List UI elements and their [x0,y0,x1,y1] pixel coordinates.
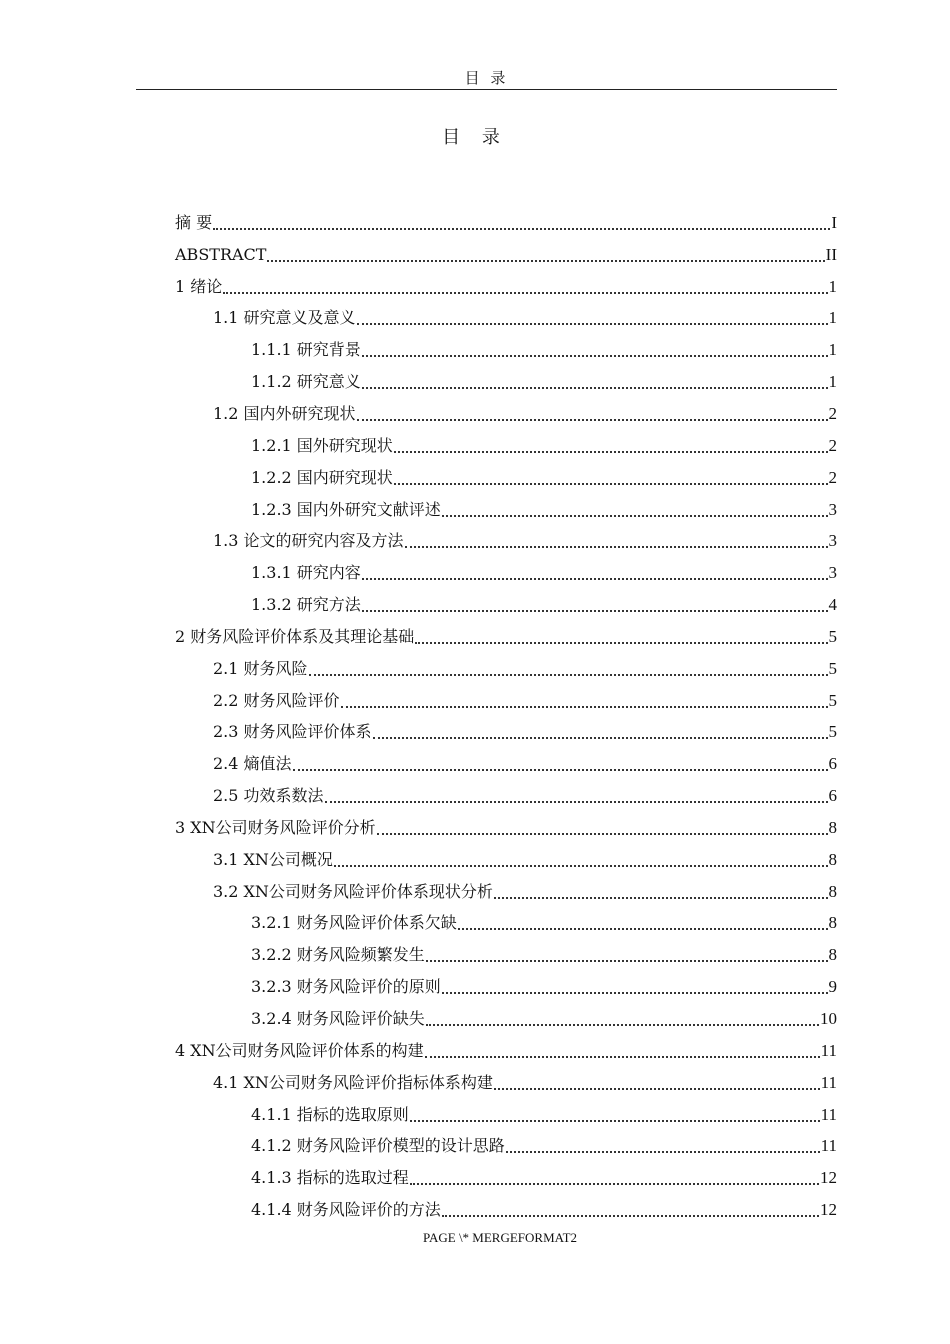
toc-dot-leader [267,244,824,262]
toc-page-number: 9 [828,977,837,997]
toc-page-number: 3 [828,499,837,519]
page-number-field: PAGE \* MERGEFORMAT2 [422,1230,578,1245]
toc-dot-leader [410,1167,819,1185]
toc-dot-leader [426,944,828,962]
toc-entry-text: 2.3 财务风险评价体系 [213,722,372,742]
toc-entry-text: 1 绪论 [175,276,223,296]
page-footer [0,1229,950,1247]
toc-entry[interactable] [175,525,837,557]
toc-entry[interactable] [175,462,837,494]
toc-dot-leader [494,1072,820,1090]
toc-page-number: 3 [828,531,837,551]
toc-entry[interactable] [175,1003,837,1035]
toc-entry-text: 4.1.1 指标的选取原则 [251,1104,409,1124]
toc-entry[interactable] [175,876,837,908]
toc-entry-text: 4.1.3 指标的选取过程 [251,1168,409,1188]
toc-entry[interactable] [175,812,837,844]
toc-dot-leader [373,721,828,739]
toc-entry[interactable] [175,557,837,589]
toc-page-number: 5 [828,722,837,742]
toc-page-number: 5 [828,626,837,646]
toc-entry[interactable] [175,939,837,971]
toc-page-number: 1 [828,372,837,392]
toc-entry[interactable] [175,908,837,940]
toc-dot-leader [357,307,828,325]
toc-page-number: 8 [828,817,837,837]
toc-entry[interactable] [175,1035,837,1067]
toc-page-number: 3 [828,563,837,583]
toc-entry-text: 3.2.1 财务风险评价体系欠缺 [251,913,457,933]
toc-page-number: 8 [828,913,837,933]
toc-page-number: 2 [828,467,837,487]
toc-entry-text: 2.5 功效系数法 [213,786,324,806]
toc-dot-leader [494,881,828,899]
toc-entry[interactable] [175,971,837,1003]
toc-dot-leader [309,658,828,676]
toc-entry[interactable] [175,717,837,749]
toc-dot-leader [325,785,828,803]
toc-page-number: 4 [828,595,837,615]
toc-entry-text: 1.1 研究意义及意义 [213,308,356,328]
toc-page-number: 12 [820,1168,837,1188]
toc-dot-leader [425,1040,820,1058]
toc-page-number: 6 [828,754,837,774]
toc-page-number: 5 [828,690,837,710]
toc-dot-leader [410,1104,820,1122]
toc-page-number: II [825,244,837,264]
toc-dot-leader [394,435,828,453]
toc-entry-text: 2 财务风险评价体系及其理论基础 [175,626,415,646]
toc-dot-leader [357,403,828,421]
toc-dot-leader [415,626,827,644]
toc-dot-leader [362,562,828,580]
toc-entry-text: 1.2.2 国内研究现状 [251,467,393,487]
toc-entry[interactable] [175,271,837,303]
toc-entry-text: 摘 要 [175,212,213,232]
toc-entry[interactable] [175,780,837,812]
toc-entry-text: 2.2 财务风险评价 [213,690,340,710]
toc-entry-text: 4.1.2 财务风险评价模型的设计思路 [251,1136,505,1156]
toc-dot-leader [442,1199,819,1217]
toc-page-number: 2 [828,435,837,455]
toc-entry[interactable] [175,366,837,398]
toc-entry-text: 1.3.1 研究内容 [251,563,361,583]
toc-dot-leader [334,849,828,867]
toc-entry[interactable] [175,685,837,717]
table-of-contents [175,207,837,1226]
toc-entry[interactable] [175,430,837,462]
toc-entry[interactable] [175,207,837,239]
toc-entry-text: 3 XN公司财务风险评价分析 [175,817,376,837]
toc-page-number: 11 [820,1136,837,1156]
toc-page-number: 8 [828,945,837,965]
toc-entry-text: 3.2.2 财务风险频繁发生 [251,945,425,965]
toc-page-number: 11 [820,1040,837,1060]
toc-page-number: 12 [820,1200,837,1220]
toc-page-number: I [831,212,837,232]
toc-dot-leader [377,817,828,835]
toc-entry-text: 1.3 论文的研究内容及方法 [213,531,404,551]
toc-page-number: 5 [828,658,837,678]
toc-entry-text: 2.4 熵值法 [213,754,292,774]
toc-entry[interactable] [175,1099,837,1131]
toc-entry-text: 3.1 XN公司概况 [213,849,333,869]
toc-entry[interactable] [175,1194,837,1226]
toc-entry-text: 3.2 XN公司财务风险评价体系现状分析 [213,881,493,901]
toc-entry-text: ABSTRACT [175,244,267,264]
toc-entry[interactable] [175,1067,837,1099]
toc-page-number: 6 [828,786,837,806]
toc-page-number: 1 [828,308,837,328]
toc-dot-leader [223,276,827,294]
toc-entry[interactable] [175,844,837,876]
toc-page-number: 1 [828,340,837,360]
toc-page-number: 8 [828,881,837,901]
toc-dot-leader [293,753,828,771]
toc-dot-leader [506,1135,820,1153]
toc-entry[interactable] [175,494,837,526]
toc-dot-leader [362,371,828,389]
toc-entry-text: 3.2.3 财务风险评价的原则 [251,977,441,997]
toc-entry-text: 1.3.2 研究方法 [251,595,361,615]
toc-entry[interactable] [175,398,837,430]
toc-entry[interactable] [175,334,837,366]
toc-dot-leader [458,912,828,930]
toc-entry-text: 4 XN公司财务风险评价体系的构建 [175,1040,424,1060]
toc-page-number: 10 [820,1009,837,1029]
toc-entry-text: 1.1.1 研究背景 [251,340,361,360]
toc-dot-leader [213,212,830,230]
toc-dot-leader [442,976,828,994]
toc-entry[interactable] [175,239,837,271]
toc-entry-text: 3.2.4 财务风险评价缺失 [251,1009,425,1029]
toc-dot-leader [426,1008,819,1026]
toc-entry-text: 4.1.4 财务风险评价的方法 [251,1200,441,1220]
header-title: 目 录 [464,69,509,87]
toc-entry-text: 1.2.1 国外研究现状 [251,435,393,455]
toc-dot-leader [362,339,828,357]
toc-entry[interactable] [175,653,837,685]
toc-page-number: 11 [820,1104,837,1124]
toc-dot-leader [405,530,828,548]
toc-page-number: 8 [828,849,837,869]
toc-entry-text: 4.1 XN公司财务风险评价指标体系构建 [213,1072,493,1092]
toc-title: 目 录 [442,127,508,148]
toc-entry-text: 2.1 财务风险 [213,658,308,678]
toc-dot-leader [362,594,828,612]
toc-entry-text: 1.2 国内外研究现状 [213,403,356,423]
toc-dot-leader [442,499,828,517]
toc-page-number: 11 [820,1072,837,1092]
toc-page-number: 2 [828,403,837,423]
toc-dot-leader [341,690,828,708]
toc-entry[interactable] [175,621,837,653]
toc-entry-text: 1.1.2 研究意义 [251,372,361,392]
toc-entry[interactable] [175,589,837,621]
toc-entry[interactable] [175,303,837,335]
toc-page-number: 1 [828,276,837,296]
page-header [136,68,837,90]
toc-entry[interactable] [175,1162,837,1194]
toc-entry[interactable] [175,748,837,780]
toc-entry[interactable] [175,1130,837,1162]
toc-dot-leader [394,467,828,485]
toc-entry-text: 1.2.3 国内外研究文献评述 [251,499,441,519]
